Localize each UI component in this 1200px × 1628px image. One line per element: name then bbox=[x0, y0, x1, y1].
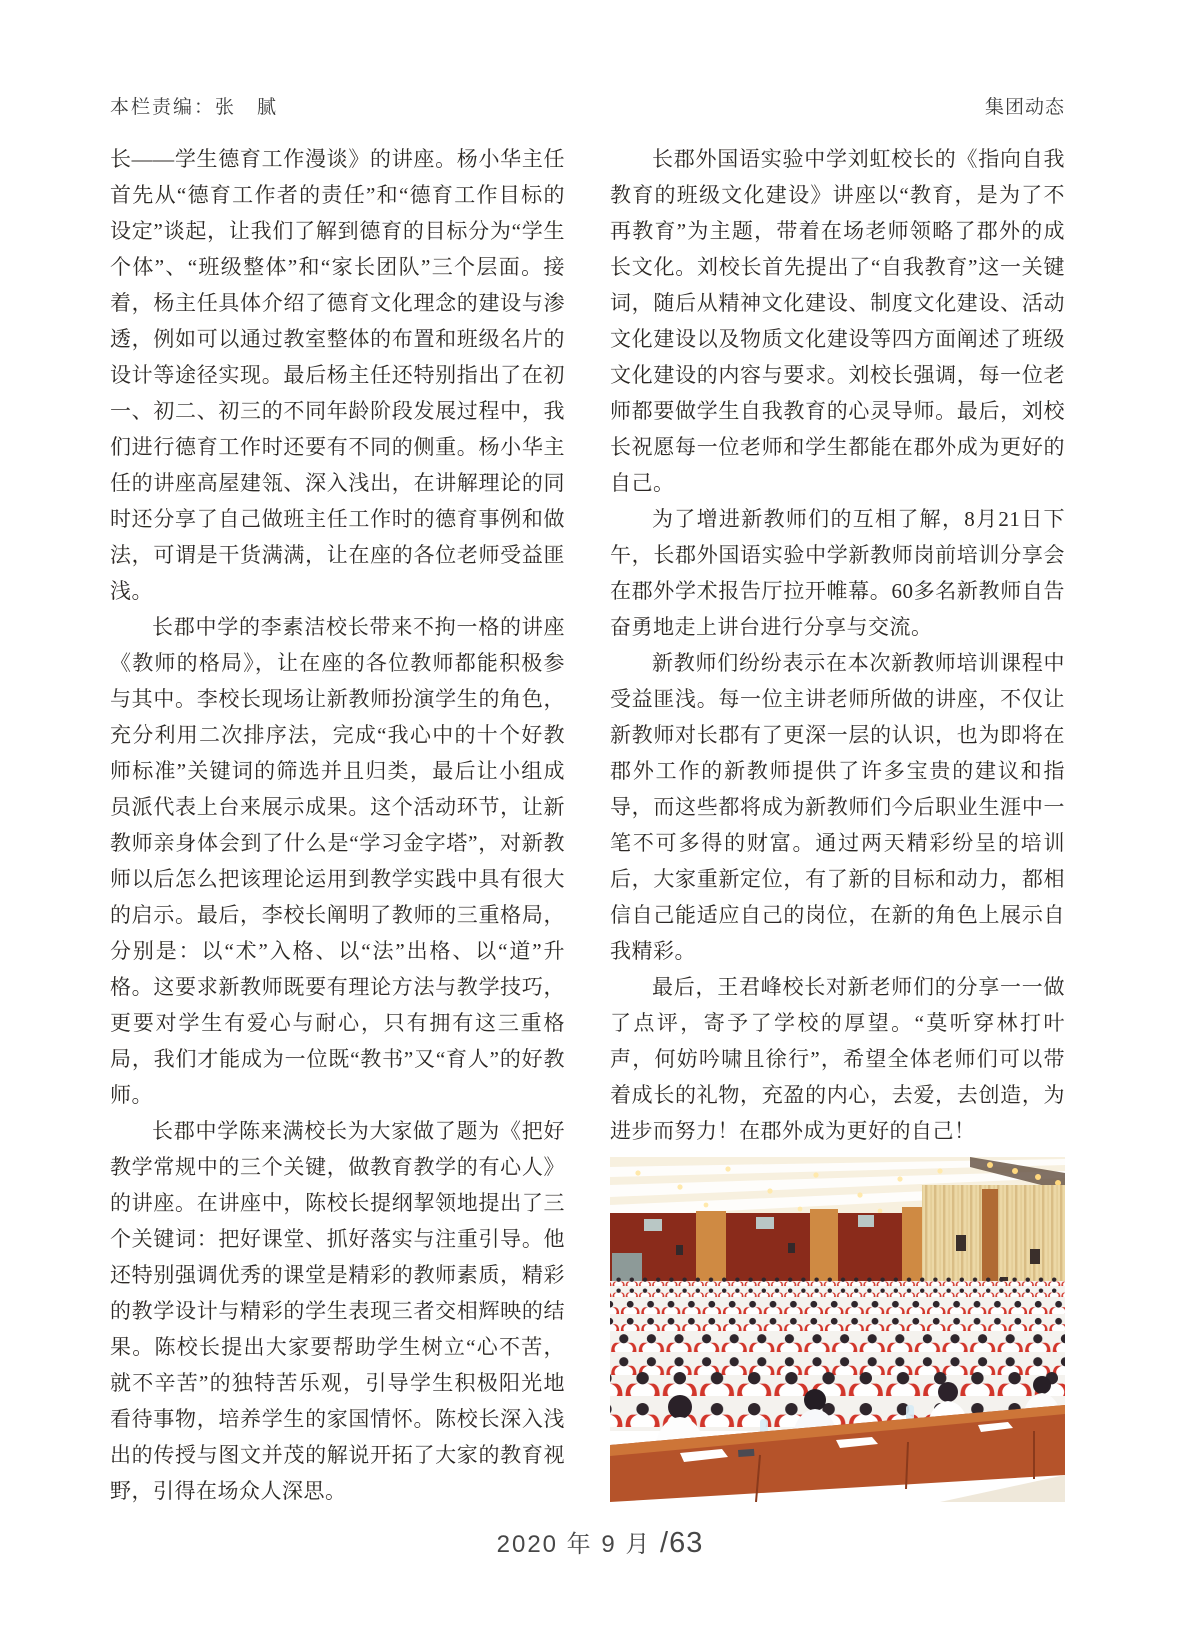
left-column bbox=[110, 141, 565, 1509]
section-title: 集团动态 bbox=[985, 97, 1066, 118]
footer-page-number: /63 bbox=[660, 1527, 704, 1559]
right-column bbox=[610, 141, 1065, 1502]
audience-row-far bbox=[610, 1275, 1065, 1299]
paragraph-closing-remarks: 最后，王君峰校长对新老师们的分享一一做了点评，寄予了学校的厚望。“莫听穿林打叶声，何妨吟啸且徐行”，希望全体老师们可以带着成长的礼物，充盈的内心，去爱，去创造，为进步而努力！在郡外成为更好的自己！ bbox=[610, 975, 1065, 1143]
column-editor-credit: 本栏责编：张 腻 bbox=[110, 97, 279, 118]
paragraph-lecture-chen: 长郡中学陈来满校长为大家做了题为《把好教学常规中的三个关键，做教育教学的有心人》的讲座。在讲座中，陈校长提纲挈领地提出了三个关键词：把好课堂、抓好落实与注重引导。他还特别强调优秀的课堂是精彩的教师素质，精彩的教学设计与精彩的学生表现三者交相辉映的结果。陈校长提出大家要帮助学生树立“心不苦，就不辛苦”的独特苦乐观，引导学生积极阳光地看待事物，培养学生的家国情怀。陈校长深入浅出的传授与图文并茂的解说开拓了大家的教育视野，引得在场众人深思。 bbox=[110, 1119, 565, 1503]
paragraph-sharing-meeting: 为了增进新教师们的互相了解，8月21日下午，长郡外国语实验中学新教师岗前培训分享会在郡外学术报告厅拉开帷幕。60多名新教师自告奋勇地走上讲台进行分享与交流。 bbox=[610, 507, 1065, 639]
paragraph-lecture-yang: 长——学生德育工作漫谈》的讲座。杨小华主任首先从“德育工作者的责任”和“德育工作目标的设定”谈起，让我们了解到德育的目标分为“学生个体”、“班级整体”和“家长团队”三个层面。接着，杨主任具体介绍了德育文化理念的建设与渗透，例如可以通过教室整体的布置和班级名片的设计等途径实现。最后杨主任还特别指出了在初一、初二、初三的不同年龄阶段发展过程中，我们进行德育工作时还要有不同的侧重。杨小华主任的讲座高屋建瓴、深入浅出，在讲解理论的同时还分享了自己做班主任工作时的德育事例和做法，可谓是干货满满，让在座的各位老师受益匪浅。 bbox=[110, 147, 565, 603]
desk-phone bbox=[738, 1449, 754, 1457]
page-footer bbox=[0, 1524, 1200, 1560]
paragraph-lecture-liu: 长郡外国语实验中学刘虹校长的《指向自我教育的班级文化建设》讲座以“教育，是为了不再教育”为主题，带着在场老师领略了郡外的成长文化。刘校长首先提出了“自我教育”这一关键词，随后从精神文化建设、制度文化建设、活动文化建设以及物质文化建设等四方面阐述了班级文化建设的内容与要求。刘校长强调，每一位老师都要做学生自我教育的心灵导师。最后，刘校长祝愿每一位老师和学生都能在郡外成为更好的自己。 bbox=[610, 147, 1065, 495]
paragraph-lecture-li: 长郡中学的李素洁校长带来不拘一格的讲座《教师的格局》，让在座的各位教师都能积极参与其中。李校长现场让新教师扮演学生的角色，充分利用二次排序法，完成“我心中的十个好教师标准”关键词的筛选并且归类，最后让小组成员派代表上台来展示成果。这个活动环节，让新教师亲身体会到了什么是“学习金字塔”，对新教师以后怎么把该理论运用到教学实践中具有很大的启示。最后，李校长阐明了教师的三重格局，分别是：以“术”入格、以“法”出格、以“道”升格。这要求新教师既要有理论方法与教学技巧，更要对学生有爱心与耐心，只有拥有这三重格局，我们才能成为一位既“教书”又“育人”的好教师。 bbox=[110, 615, 565, 1107]
auditorium-photo bbox=[610, 1157, 1065, 1502]
audience-row-mid bbox=[610, 1297, 1065, 1331]
footer-date: 2020 年 9 月 bbox=[496, 1531, 661, 1558]
paragraph-teacher-feedback: 新教师们纷纷表示在本次新教师培训课程中受益匪浅。每一位主讲老师所做的讲座，不仅让新教师对长郡有了更深一层的认识，也为即将在郡外工作的新教师提供了许多宝贵的建议和指导，而这些都将成为新教师们今后职业生涯中一笔不可多得的财富。通过两天精彩纷呈的培训后，大家重新定位，有了新的目标和动力，都相信自己能适应自己的岗位，在新的角色上展示自我精彩。 bbox=[610, 651, 1065, 963]
